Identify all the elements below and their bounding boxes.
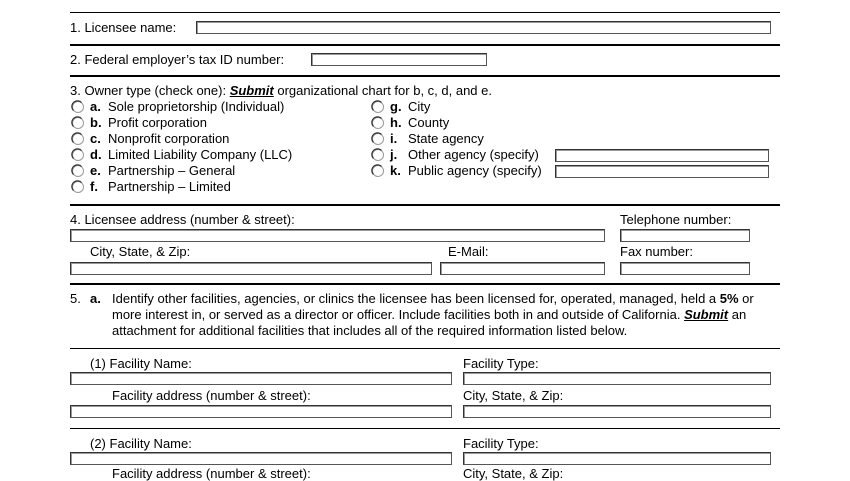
section-divider [70, 428, 780, 429]
owner-type-option-letter: j. [390, 147, 398, 162]
owner-type-option-label: Other agency (specify) [408, 147, 539, 162]
owner-type-option-label: Sole proprietorship (Individual) [108, 99, 285, 114]
facility-city-label: City, State, & Zip: [463, 388, 564, 403]
section-divider [70, 283, 780, 285]
owner-type-option-letter: b. [90, 115, 102, 130]
owner-type-option-letter: a. [90, 99, 101, 114]
owner-type-radio[interactable] [71, 132, 85, 146]
owner-type-option-label: Partnership – Limited [108, 179, 231, 194]
facility-name-field[interactable] [70, 452, 452, 465]
city-state-zip-field[interactable] [70, 262, 432, 275]
facility-type-label: Facility Type: [463, 356, 539, 371]
owner-type-option-label: County [408, 115, 450, 130]
section-divider [70, 44, 780, 46]
section5-letter: a. [90, 291, 101, 306]
section5-line2-text: more interest in, or served as a director or officer. Include facilities both in and outside of California. [112, 307, 685, 322]
section-divider [70, 204, 780, 206]
telephone-label: Telephone number: [620, 212, 732, 227]
facility-city-field[interactable] [463, 405, 771, 418]
facility-city-label: City, State, & Zip: [463, 466, 564, 481]
section5-line1-text: Identify other facilities, agencies, or clinics the licensee has been licensed for, operated, managed, held a [112, 291, 720, 306]
facility-address-label: Facility address (number & street): [112, 388, 311, 403]
owner-type-radio[interactable] [371, 116, 385, 130]
top-rule [70, 12, 780, 13]
section-divider [70, 75, 780, 77]
owner-type-radio[interactable] [71, 180, 85, 194]
email-label: E-Mail: [448, 244, 489, 259]
other-agency-specify-field[interactable] [555, 149, 769, 162]
owner-type-option-letter: k. [390, 163, 401, 178]
section5-line2-end: an [728, 307, 747, 322]
telephone-field[interactable] [620, 229, 750, 242]
facility-address-field[interactable] [70, 405, 452, 418]
owner-type-radio[interactable] [371, 100, 385, 114]
owner-type-option-letter: i. [390, 131, 398, 146]
facility-name-field[interactable] [70, 372, 452, 385]
owner-type-radio[interactable] [371, 132, 385, 146]
owner-type-suffix: organizational chart for b, c, d, and e. [273, 83, 492, 98]
owner-type-option-label: Public agency (specify) [408, 163, 542, 178]
owner-type-option-letter: h. [390, 115, 402, 130]
owner-type-radio[interactable] [371, 164, 385, 178]
owner-type-option-letter: d. [90, 147, 102, 162]
licensee-name-field[interactable] [196, 21, 771, 34]
owner-type-option-label: City [408, 99, 431, 114]
owner-type-option-letter: e. [90, 163, 101, 178]
owner-type-option-letter: c. [90, 131, 101, 146]
owner-type-label: 3. Owner type (check one): [70, 83, 230, 98]
section5-line3: attachment for additional facilities that includes all of the required information listed below. [112, 323, 628, 338]
facility-name-label: (2) Facility Name: [90, 436, 192, 451]
owner-type-option-label: State agency [408, 131, 484, 146]
section5-line2 [112, 307, 746, 322]
email-field[interactable] [440, 262, 605, 275]
licensee-name-label: 1. Licensee name: [70, 20, 177, 35]
tax-id-label: 2. Federal employer’s tax ID number: [70, 52, 285, 67]
owner-type-option-label: Partnership – General [108, 163, 236, 178]
city-state-zip-label: City, State, & Zip: [90, 244, 191, 259]
licensee-address-field[interactable] [70, 229, 605, 242]
licensee-address-label: 4. Licensee address (number & street): [70, 212, 295, 227]
owner-type-radio[interactable] [71, 148, 85, 162]
owner-type-radio[interactable] [71, 116, 85, 130]
owner-type-option-label: Profit corporation [108, 115, 207, 130]
owner-type-radio[interactable] [71, 100, 85, 114]
submit-emphasis: Submit [684, 307, 729, 322]
facility-name-label: (1) Facility Name: [90, 356, 192, 371]
tax-id-field[interactable] [311, 53, 487, 66]
section5-number: 5. [70, 291, 81, 306]
owner-type-radio[interactable] [371, 148, 385, 162]
owner-type-option-letter: f. [90, 179, 98, 194]
owner-type-option-letter: g. [390, 99, 402, 114]
fax-field[interactable] [620, 262, 750, 275]
public-agency-specify-field[interactable] [555, 165, 769, 178]
owner-type-option-label: Limited Liability Company (LLC) [108, 147, 293, 162]
section-divider [70, 348, 780, 349]
owner-type-heading [70, 83, 492, 98]
owner-type-option-label: Nonprofit corporation [108, 131, 230, 146]
facility-address-label: Facility address (number & street): [112, 466, 311, 481]
five-percent-emphasis: 5% [719, 291, 739, 306]
facility-type-label: Facility Type: [463, 436, 539, 451]
submit-emphasis: Submit [229, 83, 274, 98]
fax-label: Fax number: [620, 244, 693, 259]
section5-line1-end: or [738, 291, 754, 306]
facility-type-field[interactable] [463, 372, 771, 385]
facility-type-field[interactable] [463, 452, 771, 465]
section5-line1 [112, 291, 754, 306]
owner-type-radio[interactable] [71, 164, 85, 178]
